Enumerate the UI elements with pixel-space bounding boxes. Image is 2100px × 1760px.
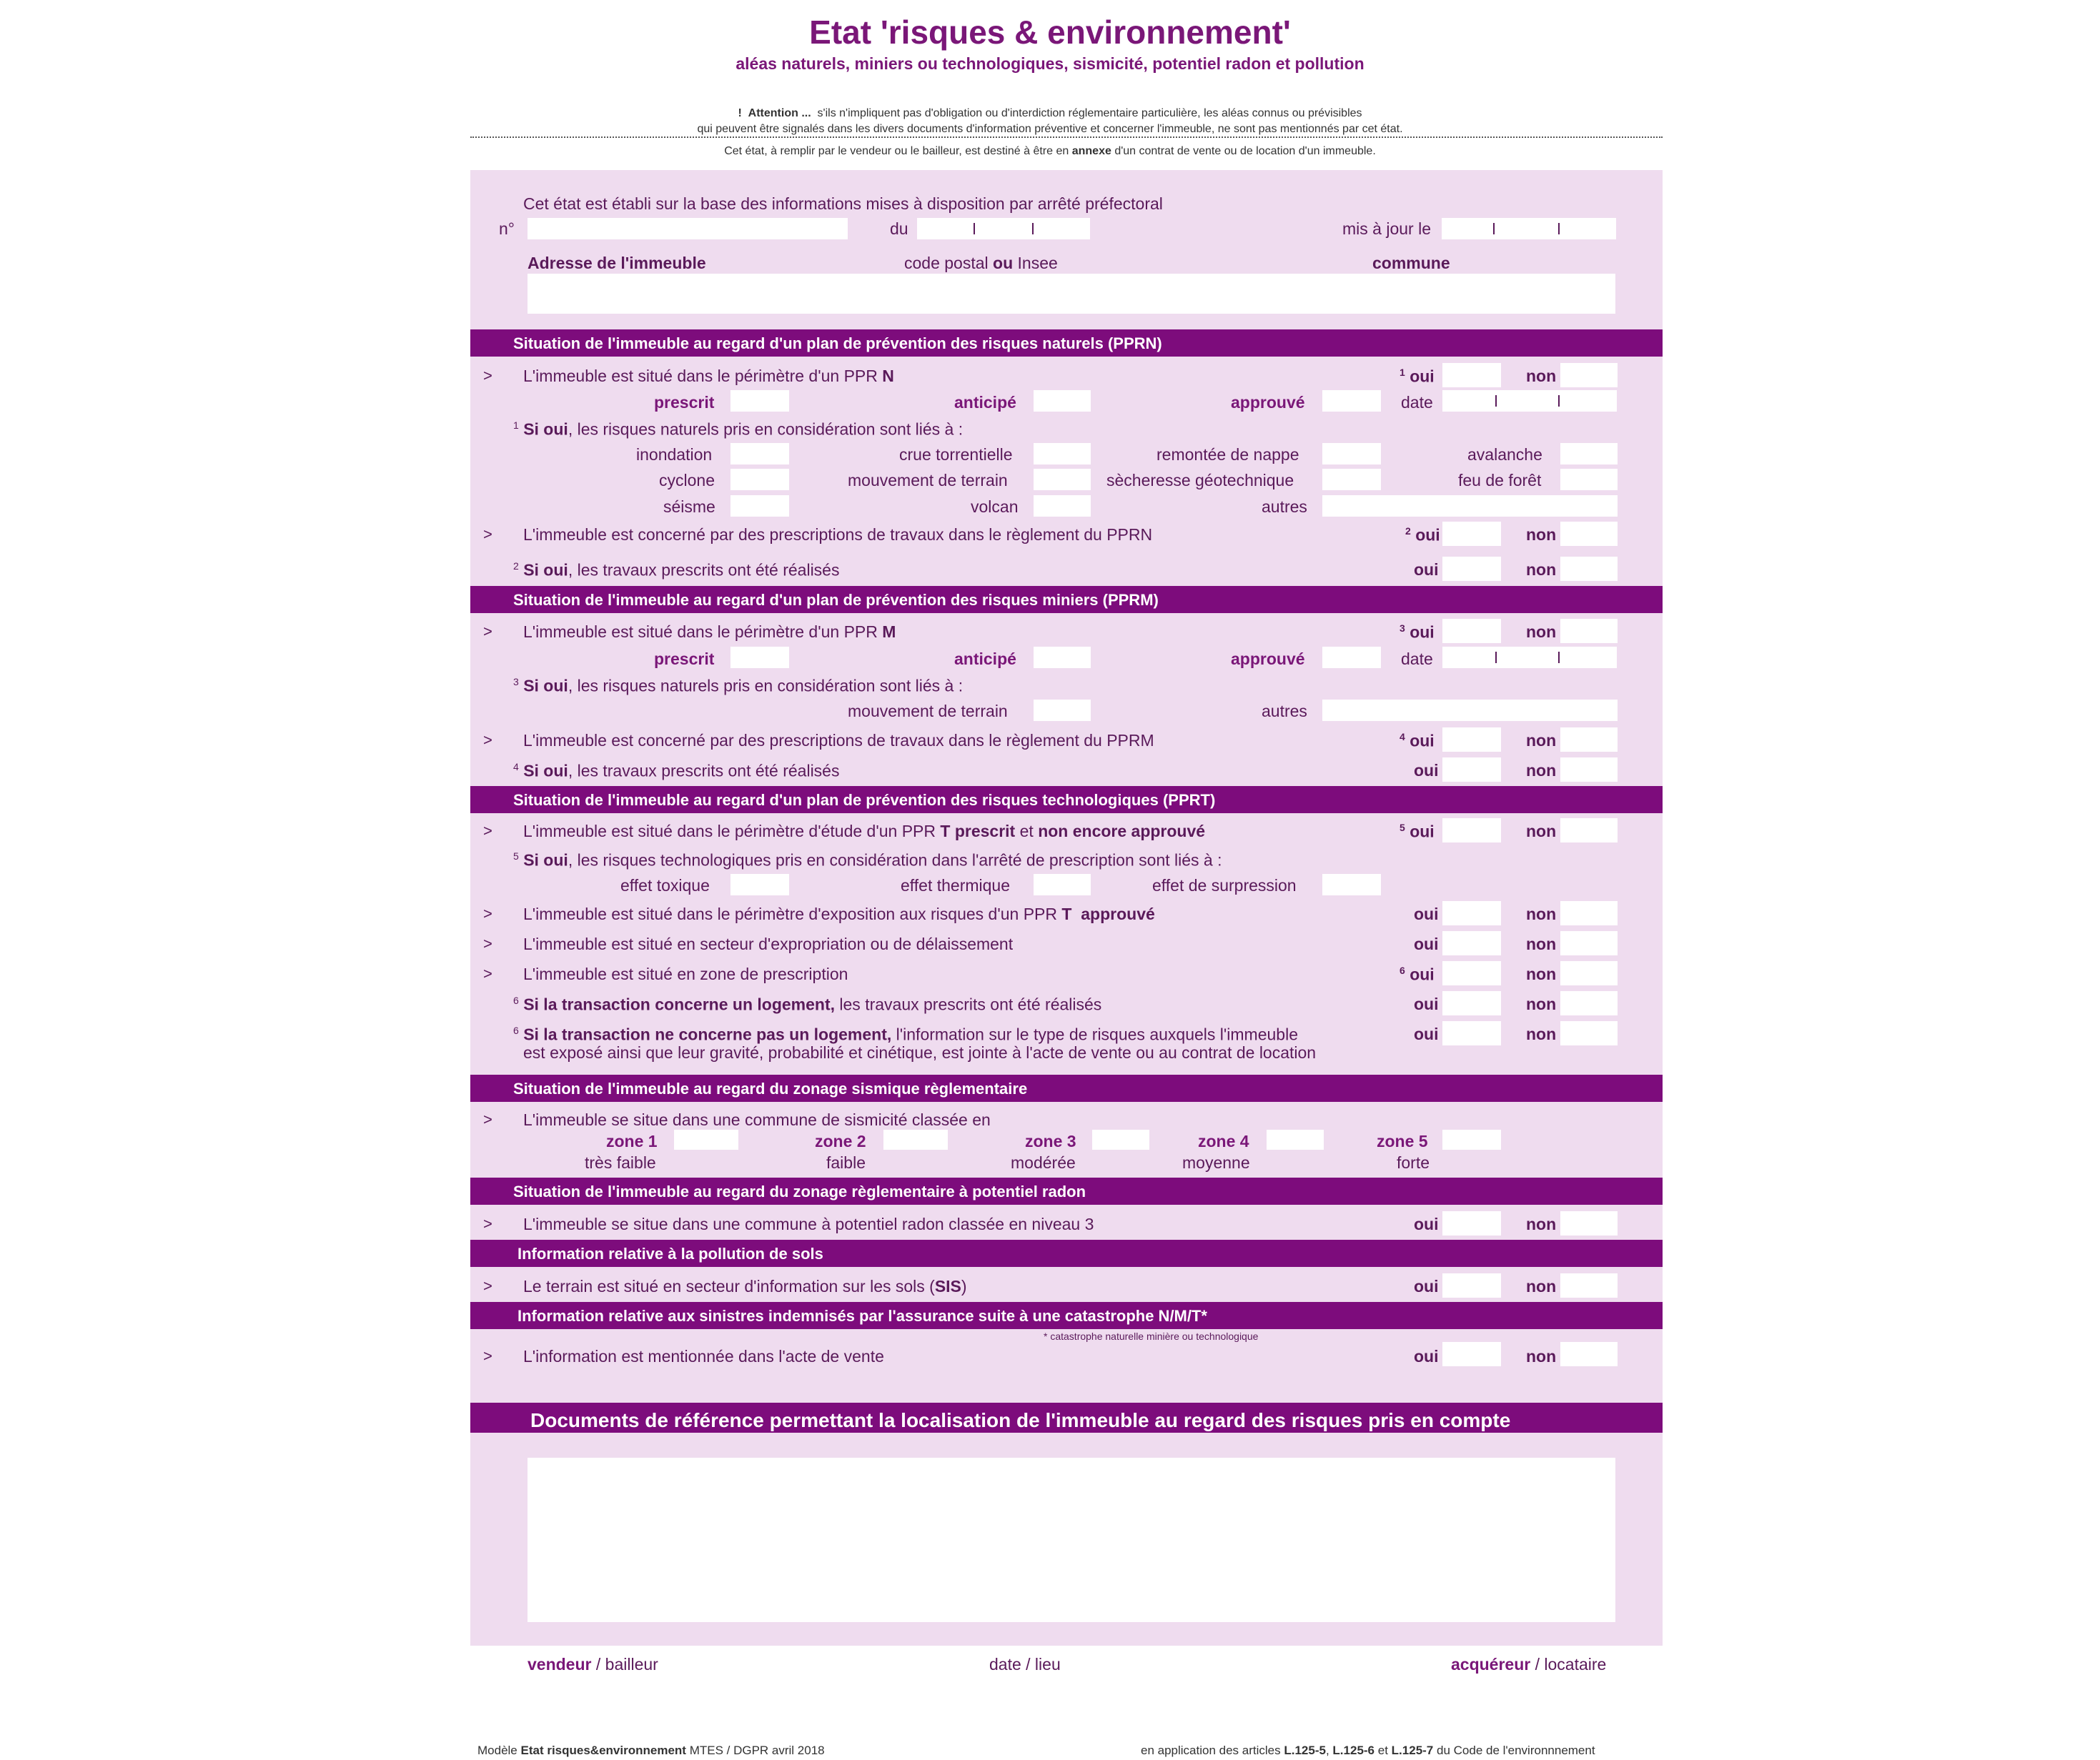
footer-legal-prefix: en application des articles [1141, 1744, 1281, 1757]
pprt-question-5: $^6$ Si la transaction concerne un logement, les travaux prescrits ont été réalisés [513, 995, 1102, 1014]
pprt-q5-oui-box[interactable] [1442, 991, 1501, 1015]
footer-right [1141, 1744, 1595, 1758]
zone-1-desc: très faible [585, 1153, 656, 1172]
risk-crue-label: crue torrentielle [899, 445, 1013, 464]
sinistres-heading-text: Information relative aux sinistres indemnisés par l'assurance suite à une catastrophe N/M/T* [517, 1307, 1207, 1325]
footer-left [477, 1744, 825, 1758]
pprt-q6-non-label: non [1526, 1025, 1557, 1043]
zone-5-label: zone 5 [1377, 1132, 1428, 1150]
radon-non-box[interactable] [1560, 1211, 1618, 1236]
pprt-question-2 [523, 905, 1155, 924]
risk-cyclone-box[interactable] [730, 469, 789, 490]
pollution-oui-box[interactable] [1442, 1273, 1501, 1298]
intro-text: Cet état est établi sur la base des informations mises à disposition par arrêté préfectoral [523, 194, 1163, 213]
pprt-q5-oui-label: oui [1414, 995, 1439, 1013]
pprt-q6-oui-label: oui [1414, 1025, 1439, 1043]
date-separator [1558, 223, 1560, 234]
sismique-heading-text: Situation de l'immeuble au regard du zonage sismique règlementaire [513, 1080, 1028, 1098]
signature-acquereur [1451, 1655, 1606, 1674]
pprt-question-1 [523, 822, 1205, 841]
notice-bold: annexe [1071, 145, 1111, 157]
bailleur-label: bailleur [605, 1655, 658, 1674]
oui-text: oui [1415, 525, 1440, 545]
pprn-prescrit-box[interactable] [730, 390, 789, 412]
pprt-q6-bold: Si la transaction ne concerne pas un logement, [523, 1025, 892, 1044]
date-separator [1558, 652, 1560, 663]
bullet-arrow: > [483, 1110, 492, 1128]
pprm-anticipe-label: anticipé [954, 650, 1016, 668]
pprt-heading [470, 786, 1663, 813]
si-oui-bold: Si oui [523, 419, 568, 439]
sismique-heading [470, 1075, 1663, 1102]
pprn-prescrit-label: prescrit [654, 393, 715, 412]
pprn-q2-oui-box[interactable] [1442, 522, 1501, 546]
pprt-q4-oui-label: $^6$ oui [1400, 965, 1435, 984]
attention-text-1: s'ils n'impliquent pas d'obligation ou d'interdiction réglementaire particulière, les aléas connus ou prévisibles [817, 107, 1362, 119]
attention-text-2: qui peuvent être signalés dans les divers documents d'information préventive et concerner l'immeuble, ne sont pas mentionnés par cet état. [697, 123, 1403, 135]
date-separator [1493, 223, 1495, 234]
signature-date-lieu: date / lieu [989, 1655, 1061, 1674]
pprt-q1-oui-label: $^5$ oui [1400, 822, 1435, 841]
pprn-risks-intro-text: , les risques naturels pris en considération sont liés à : [568, 419, 964, 439]
zone-4-label: zone 4 [1198, 1132, 1249, 1150]
page-title: Etat 'risques & environnement' [809, 14, 1291, 51]
cp-text: code postal [904, 254, 989, 272]
zone-5-box[interactable] [1442, 1130, 1501, 1150]
pprm-question-3: $^4$ Si oui, les travaux prescrits ont été réalisés [513, 761, 840, 780]
radon-oui-label: oui [1414, 1215, 1439, 1233]
arrete-date-field[interactable] [917, 218, 1090, 239]
footer-article-3: L.125-7 [1391, 1744, 1434, 1757]
risk-avalanche-label: avalanche [1467, 445, 1542, 464]
zone-2-box[interactable] [883, 1130, 948, 1150]
pprt-q3-non-box[interactable] [1560, 931, 1618, 955]
zone-4-desc: moyenne [1182, 1153, 1250, 1172]
pollution-oui-label: oui [1414, 1277, 1439, 1296]
pprm-approuve-box[interactable] [1322, 647, 1381, 668]
pprt-question-6-line-2: est exposé ainsi que leur gravité, probabilité et cinétique, est jointe à l'acte de vente ou au contrat de location [523, 1043, 1317, 1062]
pprt-q1-non-box[interactable] [1560, 818, 1618, 842]
risk-feu-box[interactable] [1560, 469, 1618, 490]
sismique-question: L'immeuble se situe dans une commune de sismicité classée en [523, 1110, 991, 1129]
risk-crue-box[interactable] [1034, 443, 1091, 464]
zone-2-desc: faible [826, 1153, 866, 1172]
pprt-q4-oui-box[interactable] [1442, 961, 1501, 985]
pprm-date-label: date [1401, 650, 1433, 668]
pprt-heading-text: Situation de l'immeuble au regard d'un plan de prévention des risques technologiques (PPRT) [513, 791, 1216, 809]
pprm-q1-letter: M [882, 622, 896, 641]
pprm-q2-oui-box[interactable] [1442, 727, 1501, 752]
pprm-q1-oui-label: $^3$ oui [1400, 622, 1435, 642]
footer-article-2: L.125-6 [1332, 1744, 1375, 1757]
pprn-q2-non-box[interactable] [1560, 522, 1618, 546]
arrete-number-field[interactable] [528, 218, 848, 239]
bullet-arrow: > [483, 731, 492, 749]
pprm-q3-text: , les travaux prescrits ont été réalisés [568, 761, 840, 780]
radon-heading [470, 1178, 1663, 1205]
radon-heading-text: Situation de l'immeuble au regard du zonage règlementaire à potentiel radon [513, 1183, 1086, 1200]
slash: / [1535, 1655, 1540, 1674]
pprn-q1-oui-box[interactable] [1442, 363, 1501, 387]
sinistres-non-box[interactable] [1560, 1342, 1618, 1366]
attention-line-1 [0, 107, 2100, 120]
bullet-arrow: > [483, 1215, 492, 1233]
dotted-divider [470, 136, 1663, 138]
pprt-risks-intro: $^5$ Si oui, les risques technologiques pris en considération dans l'arrêté de prescription sont liés à : [513, 850, 1222, 870]
pprm-q3-non-label: non [1526, 761, 1557, 780]
bullet-arrow: > [483, 822, 492, 840]
pprm-question-1 [523, 622, 896, 642]
pprn-heading-text: Situation de l'immeuble au regard d'un plan de prévention des risques naturels (PPRN) [513, 334, 1162, 352]
pprn-q3-oui-label: oui [1414, 560, 1439, 579]
pprt-q3-non-label: non [1526, 935, 1557, 953]
footer-article-1: L.125-5 [1284, 1744, 1326, 1757]
bullet-arrow: > [483, 525, 492, 543]
pollution-heading-text: Information relative à la pollution de sols [517, 1245, 823, 1263]
pprt-question-3: L'immeuble est situé en secteur d'expropriation ou de délaissement [523, 935, 1014, 953]
locataire-label: locataire [1544, 1655, 1607, 1674]
notice-text-2: d'un contrat de vente ou de location d'un immeuble. [1114, 145, 1376, 157]
acquereur-label: acquéreur [1451, 1655, 1531, 1674]
si-oui-bold: Si oui [523, 761, 568, 780]
pprt-surpression-label: effet de surpression [1152, 876, 1297, 895]
bullet-arrow: > [483, 367, 492, 384]
pprt-q1-letter: T [940, 822, 951, 840]
address-field[interactable] [528, 274, 1615, 314]
zone-3-label: zone 3 [1025, 1132, 1076, 1150]
sinistres-footnote: * catastrophe naturelle minière ou technologique [1044, 1331, 1259, 1342]
pprm-prescrit-box[interactable] [730, 647, 789, 668]
pprm-approuve-label: approuvé [1231, 650, 1305, 668]
pprn-approuve-box[interactable] [1322, 390, 1381, 412]
commune-label: commune [1372, 254, 1450, 272]
pprt-q5-non-label: non [1526, 995, 1557, 1013]
cp-insee: Insee [1017, 254, 1058, 272]
pprm-prescrit-label: prescrit [654, 650, 715, 668]
risk-mouvement-label: mouvement de terrain [848, 471, 1008, 489]
pprt-q1-oui-box[interactable] [1442, 818, 1501, 842]
sinistres-non-label: non [1526, 1347, 1557, 1366]
zone-4-box[interactable] [1267, 1130, 1324, 1150]
pprn-q1-non-label: non [1526, 367, 1557, 385]
sinistres-oui-label: oui [1414, 1347, 1439, 1366]
documents-heading-text: Documents de référence permettant la localisation de l'immeuble au regard des risques pris en compte [530, 1409, 1511, 1431]
pprn-question-1 [523, 367, 894, 386]
pollution-non-label: non [1526, 1277, 1557, 1296]
pollution-sis: SIS [934, 1277, 961, 1296]
oui-text: oui [1410, 367, 1435, 386]
pprn-q1-letter: N [882, 367, 894, 385]
page-subtitle: aléas naturels, miniers ou technologiques, sismicité, potentiel radon et pollution [736, 54, 1364, 73]
pprn-heading [470, 329, 1663, 357]
date-separator [1558, 395, 1560, 407]
pprm-q1-non-box[interactable] [1560, 619, 1618, 643]
pprt-q4-non-label: non [1526, 965, 1557, 983]
pprt-q2-oui-box[interactable] [1442, 901, 1501, 925]
risk-secheresse-box[interactable] [1322, 469, 1381, 490]
pprt-q3-oui-label: oui [1414, 935, 1439, 953]
date-separator [1495, 652, 1497, 663]
sinistres-oui-box[interactable] [1442, 1342, 1501, 1366]
pprt-q1-et: et [1019, 822, 1034, 840]
si-oui-bold: Si oui [523, 676, 568, 695]
pprm-date-field[interactable] [1442, 647, 1617, 668]
pprt-q5-text: les travaux prescrits ont été réalisés [839, 995, 1102, 1014]
zone-3-desc: modérée [1011, 1153, 1076, 1172]
pprm-q3-non-box[interactable] [1560, 757, 1618, 782]
sinistres-heading [470, 1302, 1663, 1329]
pprm-q1-oui-box[interactable] [1442, 619, 1501, 643]
risk-seisme-box[interactable] [730, 495, 789, 517]
pprt-toxique-label: effet toxique [620, 876, 710, 895]
pprn-question-2: L'immeuble est concerné par des prescriptions de travaux dans le règlement du PPRN [523, 525, 1153, 544]
postal-code-label [904, 254, 1058, 273]
footer-comma: , [1325, 1744, 1329, 1757]
pprt-q2-letter: T [1061, 905, 1072, 923]
pprt-toxique-box[interactable] [730, 874, 789, 895]
pprm-q2-oui-label: $^4$ oui [1400, 731, 1435, 750]
pprn-q1-non-box[interactable] [1560, 363, 1618, 387]
risk-autres-label: autres [1262, 497, 1307, 516]
bullet-arrow: > [483, 905, 492, 923]
oui-text: oui [1410, 731, 1435, 750]
pprt-q5-non-box[interactable] [1560, 991, 1618, 1015]
pprm-risks-intro: $^3$ Si oui, les risques naturels pris en considération sont liés à : [513, 676, 964, 695]
risk-avalanche-box[interactable] [1560, 443, 1618, 464]
pprn-risks-intro: $^1$ Si oui, les risques naturels pris en considération sont liés à : [513, 419, 964, 439]
risk-seisme-label: séisme [663, 497, 715, 516]
address-label: Adresse de l'immeuble [528, 254, 706, 272]
attention-label: Attention ... [748, 107, 811, 119]
risk-mouvement-box[interactable] [1034, 469, 1091, 490]
pollution-non-box[interactable] [1560, 1273, 1618, 1298]
pollution-question [523, 1277, 967, 1296]
pprn-q1-oui-label: $^1$ oui [1400, 367, 1435, 386]
risk-inondation-box[interactable] [730, 443, 789, 464]
notice-text-1: Cet état, à remplir par le vendeur ou le bailleur, est destiné à être en [724, 145, 1069, 157]
radon-oui-box[interactable] [1442, 1211, 1501, 1236]
pollution-q-text: Le terrain est situé en secteur d'information sur les sols ( [523, 1277, 935, 1296]
slash: / [595, 1655, 601, 1674]
pprn-date-label: date [1401, 393, 1433, 412]
pprn-question-3: $^2$ Si oui, les travaux prescrits ont été réalisés [513, 560, 840, 580]
pprm-question-2: L'immeuble est concerné par des prescriptions de travaux dans le règlement du PPRM [523, 731, 1154, 750]
arrete-number-label: n° [499, 219, 515, 238]
pprt-thermique-label: effet thermique [901, 876, 1011, 895]
footer-et: et [1377, 1744, 1388, 1757]
pprt-q6-non-box[interactable] [1560, 1021, 1618, 1045]
bullet-arrow: > [483, 935, 492, 953]
date-separator [974, 223, 975, 234]
pprm-autres-label: autres [1262, 702, 1307, 720]
date-separator [1495, 395, 1497, 407]
pprn-q3-non-box[interactable] [1560, 557, 1618, 581]
si-oui-bold: Si oui [523, 850, 568, 870]
radon-non-label: non [1526, 1215, 1557, 1233]
footer-model-source: MTES / DGPR avril 2018 [689, 1744, 825, 1757]
oui-text: oui [1410, 822, 1435, 841]
pprn-q2-oui-label: $^2$ oui [1405, 525, 1440, 545]
footer-model: Modèle [477, 1744, 517, 1757]
pprn-anticipe-label: anticipé [954, 393, 1016, 412]
pprt-q2-non-box[interactable] [1560, 901, 1618, 925]
bullet-arrow: > [483, 965, 492, 983]
arrete-date-label: du [890, 219, 908, 238]
pprt-q5-bold: Si la transaction concerne un logement, [523, 995, 836, 1014]
pprm-q1-non-label: non [1526, 622, 1557, 641]
footer-legal-suffix: du Code de l'environnnement [1437, 1744, 1595, 1757]
notice-line [0, 145, 2100, 158]
risk-secheresse-label: sècheresse géotechnique [1106, 471, 1294, 489]
si-oui-bold: Si oui [523, 560, 568, 580]
pprn-approuve-label: approuvé [1231, 393, 1305, 412]
sinistres-question: L'information est mentionnée dans l'acte de vente [523, 1347, 884, 1366]
risk-cyclone-label: cyclone [659, 471, 715, 489]
pprn-date-field[interactable] [1442, 390, 1617, 412]
pprt-q6-oui-box[interactable] [1442, 1021, 1501, 1045]
pprm-q3-oui-box[interactable] [1442, 757, 1501, 782]
zone-5-desc: forte [1397, 1153, 1430, 1172]
footer-model-name: Etat risques&environnement [520, 1744, 686, 1757]
pprt-thermique-box[interactable] [1034, 874, 1091, 895]
pprm-heading [470, 586, 1663, 613]
pprm-mouvement-label: mouvement de terrain [848, 702, 1008, 720]
pprm-q1-text: L'immeuble est situé dans le périmètre d'un PPR [523, 622, 878, 641]
pprn-q3-text: , les travaux prescrits ont été réalisés [568, 560, 840, 580]
pprm-anticipe-box[interactable] [1034, 647, 1091, 668]
pollution-q-close: ) [961, 1277, 967, 1296]
risk-volcan-label: volcan [971, 497, 1019, 516]
pprt-question-6: $^6$ Si la transaction ne concerne pas un logement, l'information sur le type de risques auxquels l'immeuble [513, 1025, 1298, 1044]
pprt-q3-oui-box[interactable] [1442, 931, 1501, 955]
cp-ou: ou [993, 254, 1014, 272]
pprt-risks-intro-text: , les risques technologiques pris en considération dans l'arrêté de prescription sont liés à : [568, 850, 1222, 870]
update-date-field[interactable] [1442, 218, 1616, 239]
documents-field[interactable] [528, 1458, 1615, 1622]
bullet-arrow: > [483, 622, 492, 640]
oui-text: oui [1410, 965, 1435, 984]
risk-inondation-label: inondation [636, 445, 713, 464]
pprm-risks-intro-text: , les risques naturels pris en considération sont liés à : [568, 676, 964, 695]
pprn-q2-non-label: non [1526, 525, 1557, 544]
pprn-q3-non-label: non [1526, 560, 1557, 579]
bullet-arrow: > [483, 1347, 492, 1365]
pprn-q3-oui-box[interactable] [1442, 557, 1501, 581]
pprt-q1-non-label: non [1526, 822, 1557, 840]
radon-question: L'immeuble se situe dans une commune à potentiel radon classée en niveau 3 [523, 1215, 1094, 1233]
pprm-q2-non-label: non [1526, 731, 1557, 750]
pprt-q1-prescrit: prescrit [954, 822, 1016, 840]
pprn-q1-text: L'immeuble est situé dans le périmètre d'un PPR [523, 367, 878, 385]
pprt-q2-non-label: non [1526, 905, 1557, 923]
vendeur-label: vendeur [528, 1655, 592, 1674]
risk-remontee-label: remontée de nappe [1157, 445, 1299, 464]
pprt-surpression-box[interactable] [1322, 874, 1381, 895]
documents-heading [470, 1403, 1663, 1433]
oui-text: oui [1410, 622, 1435, 642]
pprt-q4-non-box[interactable] [1560, 961, 1618, 985]
risk-feu-label: feu de forêt [1458, 471, 1542, 489]
pprm-q3-oui-label: oui [1414, 761, 1439, 780]
pprt-q1-text: L'immeuble est situé dans le périmètre d'étude d'un PPR [523, 822, 936, 840]
pprm-autres-field[interactable] [1322, 700, 1618, 721]
zone-1-box[interactable] [674, 1130, 738, 1150]
pprt-q1-non-approuve: non encore approuvé [1038, 822, 1206, 840]
pollution-heading [470, 1240, 1663, 1267]
bullet-arrow: > [483, 1277, 492, 1295]
date-separator [1032, 223, 1034, 234]
attention-mark: ! [738, 107, 742, 119]
pprm-q2-non-box[interactable] [1560, 727, 1618, 752]
pprt-question-4: L'immeuble est situé en zone de prescription [523, 965, 848, 983]
risk-autres-field[interactable] [1322, 495, 1618, 517]
signature-vendeur [528, 1655, 658, 1674]
risk-volcan-box[interactable] [1034, 495, 1091, 517]
zone-1-label: zone 1 [606, 1132, 658, 1150]
zone-2-label: zone 2 [815, 1132, 866, 1150]
pprt-q2-oui-label: oui [1414, 905, 1439, 923]
pprt-q2-text: L'immeuble est situé dans le périmètre d'exposition aux risques d'un PPR [523, 905, 1058, 923]
risk-remontee-box[interactable] [1322, 443, 1381, 464]
pprn-anticipe-box[interactable] [1034, 390, 1091, 412]
pprm-heading-text: Situation de l'immeuble au regard d'un plan de prévention des risques miniers (PPRM) [513, 591, 1159, 609]
zone-3-box[interactable] [1092, 1130, 1149, 1150]
pprt-q2-approuve: approuvé [1081, 905, 1155, 923]
update-date-label: mis à jour le [1342, 219, 1431, 238]
pprt-q6-text: l'information sur le type de risques auxquels l'immeuble [896, 1025, 1298, 1044]
pprm-mouvement-box[interactable] [1034, 700, 1091, 721]
